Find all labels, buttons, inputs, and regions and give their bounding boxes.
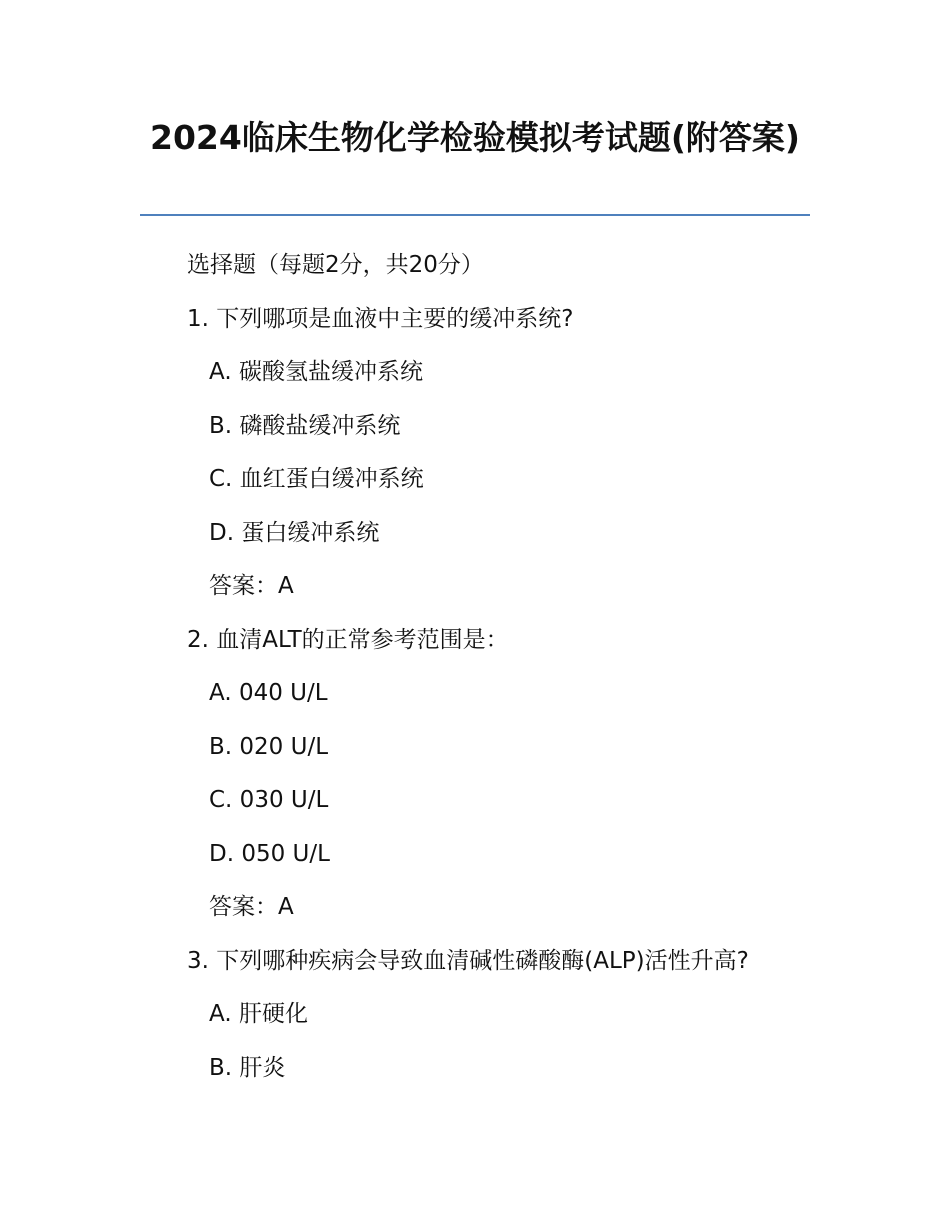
question-2-option-c: C. 030 U/L xyxy=(209,787,329,813)
question-3-option-a: A. 肝硬化 xyxy=(209,1001,308,1027)
question-3-option-b: B. 肝炎 xyxy=(209,1055,286,1081)
question-2-option-a: A. 040 U/L xyxy=(209,680,328,706)
question-3-stem: 3. 下列哪种疾病会导致血清碱性磷酸酶(ALP)活性升高? xyxy=(187,948,749,974)
question-2-option-d: D. 050 U/L xyxy=(209,841,330,867)
question-1-option-d: D. 蛋白缓冲系统 xyxy=(209,520,380,546)
question-2-answer: 答案：A xyxy=(209,894,294,920)
question-2-option-b: B. 020 U/L xyxy=(209,734,329,760)
question-1-option-b: B. 磷酸盐缓冲系统 xyxy=(209,413,401,439)
title-underline xyxy=(140,214,810,216)
question-1-stem: 1. 下列哪项是血液中主要的缓冲系统? xyxy=(187,306,574,332)
section-heading: 选择题（每题2分，共20分） xyxy=(187,252,484,278)
document-title: 2024临床生物化学检验模拟考试题(附答案) xyxy=(149,118,800,157)
question-2-stem: 2. 血清ALT的正常参考范围是： xyxy=(187,627,509,653)
question-1-option-c: C. 血红蛋白缓冲系统 xyxy=(209,466,424,492)
question-1-answer: 答案：A xyxy=(209,573,294,599)
question-1-option-a: A. 碳酸氢盐缓冲系统 xyxy=(209,359,423,385)
